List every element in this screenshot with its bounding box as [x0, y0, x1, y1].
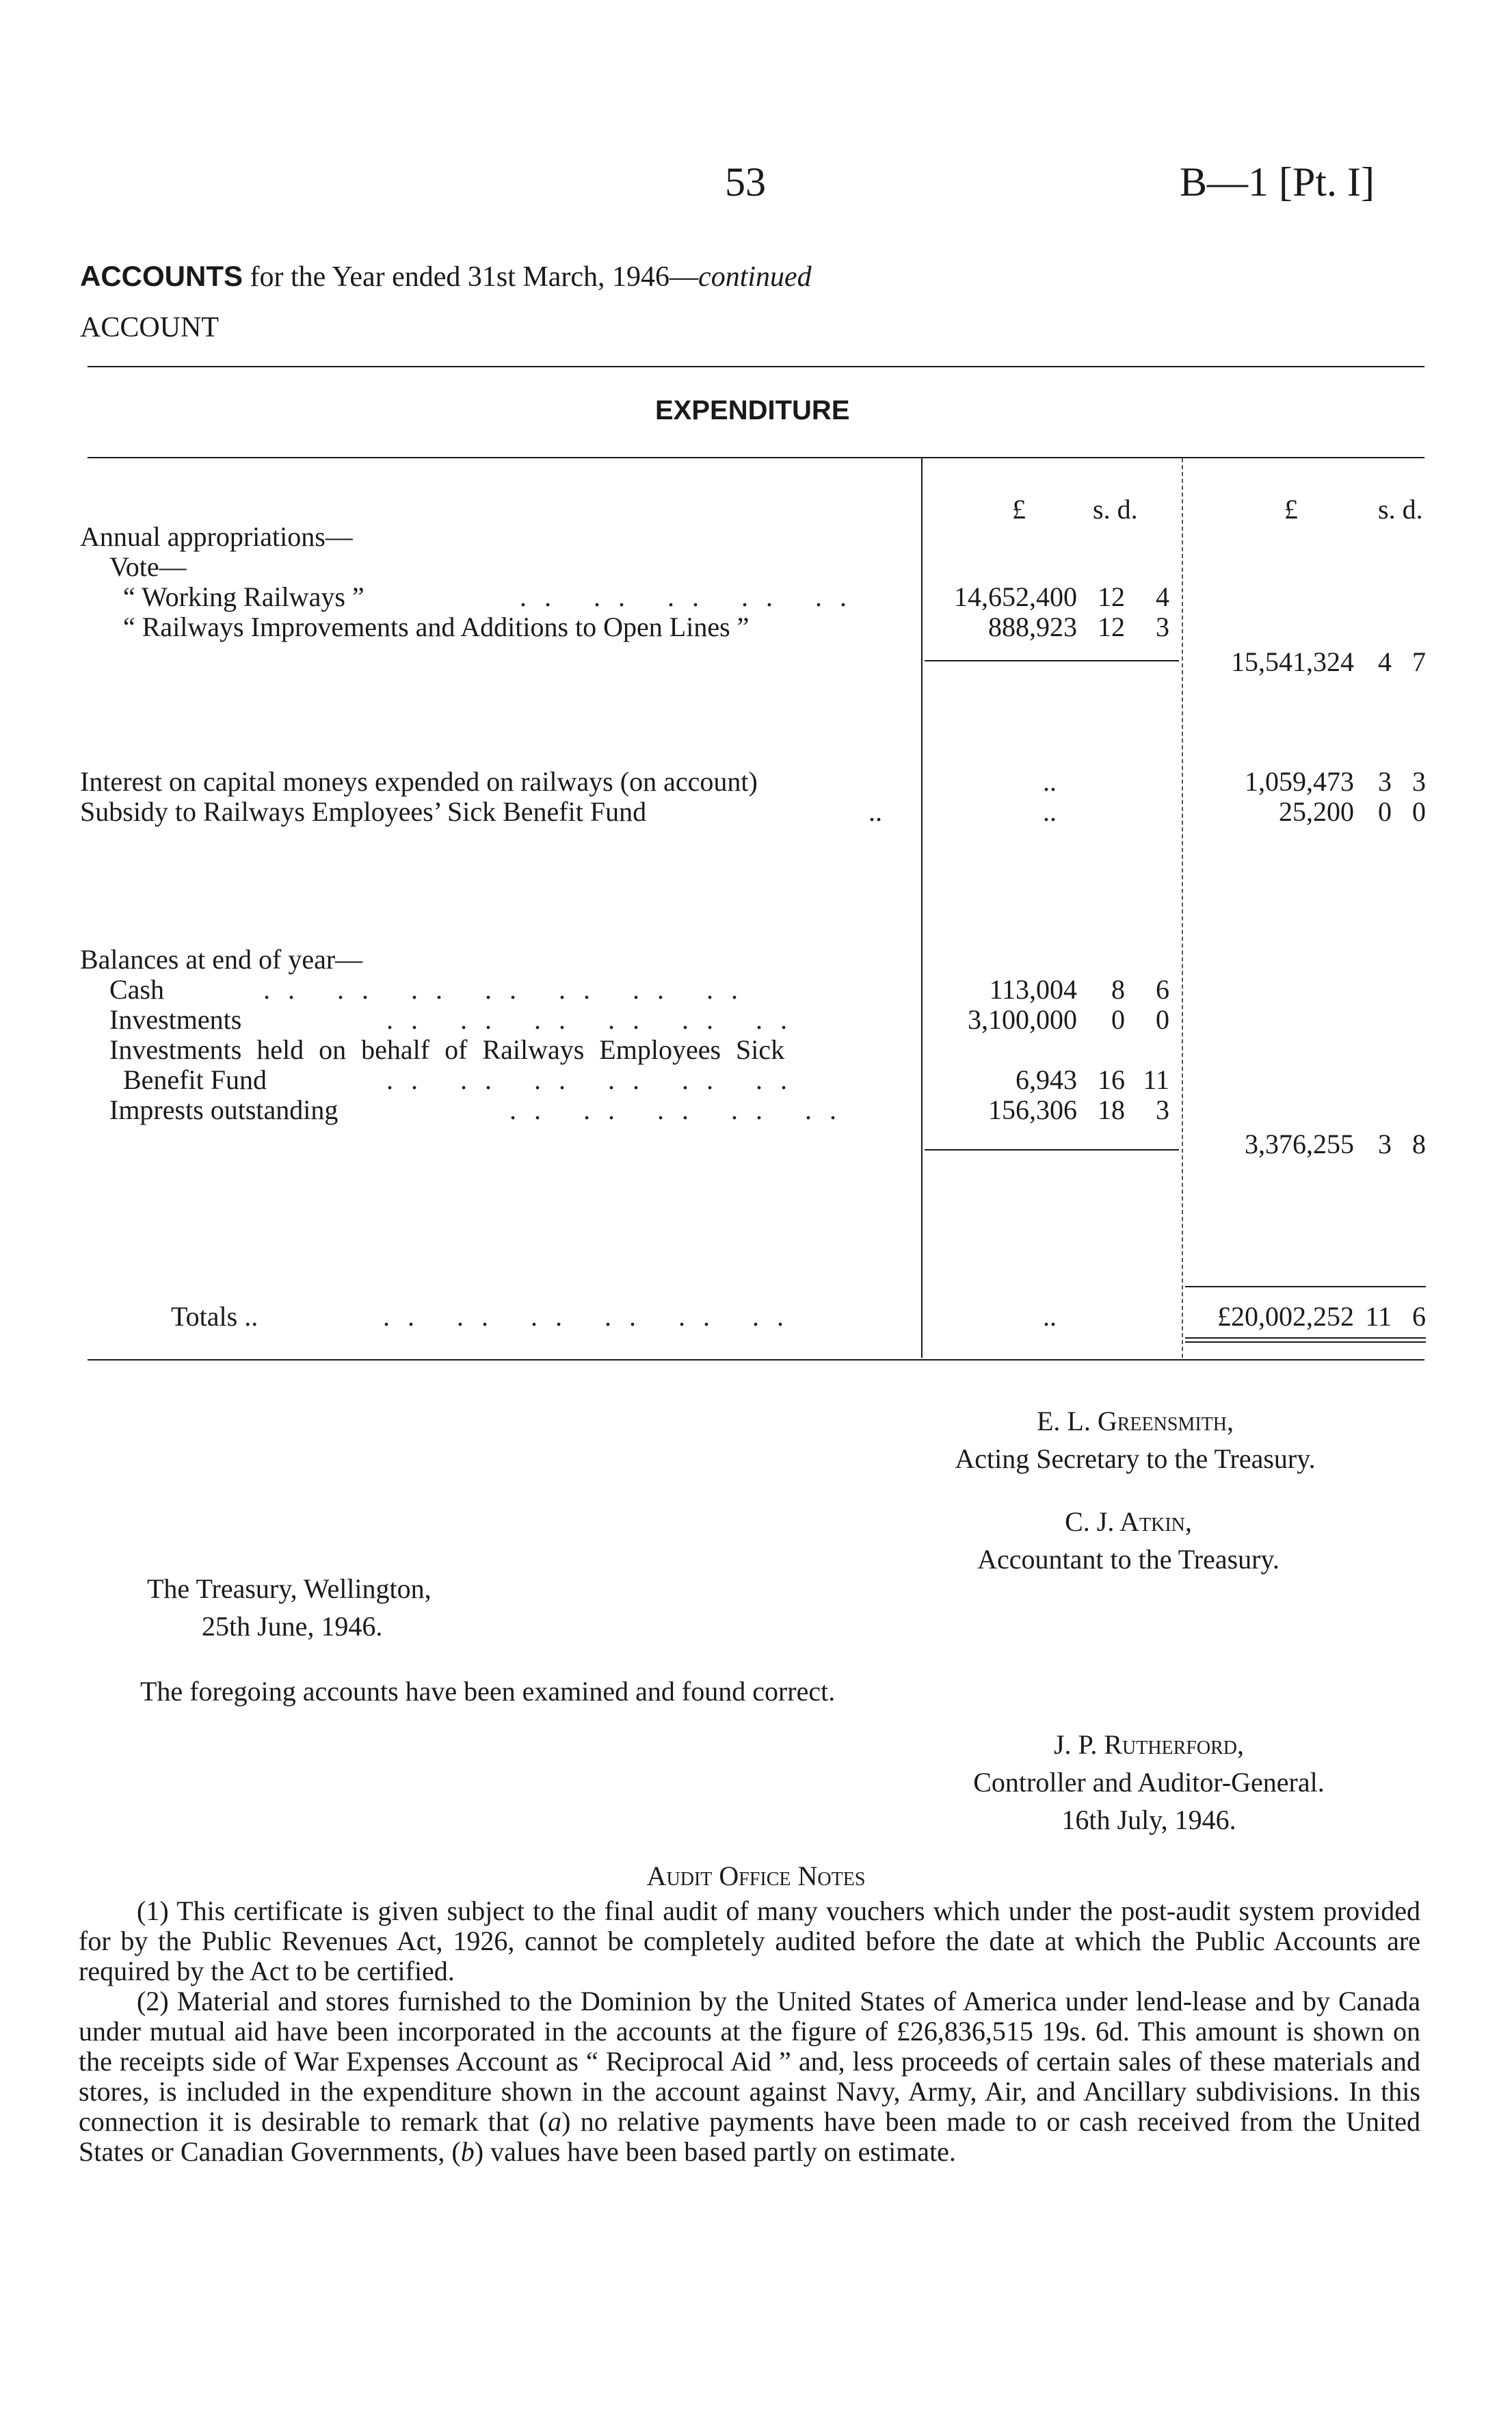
subsidy-label: Subsidy to Railways Employees’ Sick Benefit Fund .. [80, 796, 882, 827]
investments-held-pence: 11 [1143, 1064, 1169, 1095]
title-continued: continued [698, 261, 812, 293]
atkin-title: Accountant to the Treasury. [977, 1544, 1279, 1575]
vote-subtotal-rule [925, 660, 1179, 661]
atkin-name: C. J. Atkin, [1065, 1506, 1192, 1537]
investments-pence: 0 [1156, 1004, 1169, 1035]
audit-notes-heading: Audit Office Notes [646, 1861, 866, 1891]
page-title [80, 260, 812, 293]
cash-amount: 113,004 [989, 974, 1077, 1005]
cash-pence: 6 [1156, 974, 1169, 1005]
balances-total-amount: 3,376,255 [1245, 1129, 1354, 1159]
imprests-text: Imprests outstanding [109, 1094, 339, 1125]
totals-lower-rule-2 [1185, 1341, 1426, 1343]
audit-notes [79, 1896, 1420, 2167]
balances-subtotal-rule [925, 1149, 1179, 1151]
vote-total-amount: 15,541,324 [1231, 646, 1354, 677]
interest-amount: 1,059,473 [1245, 766, 1354, 797]
investments-held-label-2: Benefit Fund .. .. .. .. .. .. [123, 1064, 805, 1095]
imprests-shillings: 18 [1098, 1094, 1125, 1125]
greensmith-title: Acting Secretary to the Treasury. [955, 1443, 1316, 1474]
title-rest: for the Year ended 31st March, 1946— [250, 261, 699, 293]
title-bold: ACCOUNTS [80, 260, 243, 292]
examined-statement: The foregoing accounts have been examined and found correct. [140, 1676, 836, 1707]
working-railways-text: “ Working Railways ” [123, 581, 364, 612]
interest-pence: 3 [1412, 766, 1426, 797]
investments-held-amount: 6,943 [1016, 1064, 1077, 1095]
cash-shillings: 8 [1111, 974, 1125, 1005]
top-rule [88, 366, 1424, 367]
investments-shillings: 0 [1111, 1004, 1125, 1035]
treasury-date: 25th June, 1946. [202, 1611, 383, 1642]
col2-sd-header: s. d. [1378, 494, 1423, 525]
totals-label: Totals .. .. .. .. .. .. .. [171, 1301, 801, 1332]
totals-shillings: 11 [1365, 1301, 1392, 1332]
imprests-pence: 3 [1156, 1094, 1169, 1125]
rutherford-title: Controller and Auditor-General. [973, 1767, 1325, 1798]
heading-rule [88, 457, 1424, 458]
column-divider-1 [921, 458, 923, 1358]
audit-note-2: (2) Material and stores furnished to the Dominion by the United States of America under lend-lease and by Canada under mutual aid have been incorporated in the accounts at the figure of £26,836,515 19s. 6d. This amount is shown on the receipts side of War Expenses Account as “ Reciprocal Aid ” and, less proceeds of certain sales of these materials and stores, is included in the expenditure shown in the account against Navy, Army, Air, and Ancillary subdivisions. In this connection it is desirable to remark that (a) no relative payments have been made to or cash received from the United States or Canadian Governments, (b) values have been based partly on estimate. [79, 1986, 1420, 2167]
col1-sd-header: s. d. [1093, 494, 1138, 525]
greensmith-name: E. L. Greensmith, [1037, 1406, 1234, 1436]
audit-note-1: (1) This certificate is given subject to the final audit of many vouchers which under the post-audit system provided for by the Public Revenues Act, 1926, cannot be completely audited before the date at which the Public Accounts are required by the Act to be certified. [79, 1895, 1420, 1986]
reference-text: B—1 [Pt. I] [1180, 159, 1375, 205]
treasury-place: The Treasury, Wellington, [147, 1573, 432, 1604]
balances-total-shillings: 3 [1378, 1129, 1392, 1159]
section-heading: EXPENDITURE [655, 395, 850, 425]
working-railways-pence: 4 [1156, 581, 1169, 612]
working-railways-amount: 14,652,400 [954, 581, 1077, 612]
subsidy-text: Subsidy to Railways Employees’ Sick Benefit Fund [80, 796, 647, 827]
totals-text: Totals .. [171, 1301, 258, 1332]
balances-label: Balances at end of year— [80, 944, 363, 975]
imprests-amount: 156,306 [988, 1094, 1077, 1125]
improvements-shillings: 12 [1098, 612, 1125, 642]
column-divider-2 [1182, 458, 1183, 1358]
improvements-pence: 3 [1156, 612, 1169, 642]
improvements-amount: 888,923 [988, 612, 1077, 642]
investments-held-label-1: Investments held on behalf of Railways Employees Sick [109, 1034, 785, 1065]
imprests-label: Imprests outstanding .. .. .. .. .. [109, 1094, 854, 1125]
working-railways-label: “ Working Railways ” .. .. .. .. .. [123, 581, 864, 612]
account-subtitle: ACCOUNT [80, 312, 220, 343]
rutherford-date: 16th July, 1946. [1061, 1804, 1236, 1835]
interest-shillings: 3 [1378, 766, 1392, 797]
interest-col1: .. [1043, 766, 1057, 797]
investments-amount: 3,100,000 [968, 1004, 1077, 1035]
page-number: 53 [725, 159, 766, 205]
document-reference [1180, 159, 1375, 206]
totals-amount: £20,002,252 [1217, 1301, 1354, 1332]
improvements-label: “ Railways Improvements and Additions to Open Lines ” [123, 612, 750, 642]
annual-appropriations-label: Annual appropriations— [80, 521, 353, 552]
col2-pounds-header: £ [1284, 494, 1298, 525]
vote-total-shillings: 4 [1378, 646, 1392, 677]
cash-label: Cash .. .. .. .. .. .. .. [109, 974, 756, 1005]
subsidy-pence: 0 [1412, 796, 1426, 827]
totals-lower-rule-1 [1185, 1337, 1426, 1339]
table-bottom-rule [88, 1359, 1424, 1361]
balances-total-pence: 8 [1412, 1129, 1426, 1159]
investments-held-shillings: 16 [1098, 1064, 1125, 1095]
totals-pence: 6 [1412, 1301, 1426, 1332]
rutherford-name: J. P. Rutherford, [1053, 1729, 1245, 1760]
investments-label: Investments .. .. .. .. .. .. [109, 1004, 805, 1035]
totals-col1: .. [1043, 1301, 1057, 1332]
cash-text: Cash [109, 974, 164, 1005]
investments-held-text-2: Benefit Fund [123, 1064, 267, 1095]
col1-pounds-header: £ [1012, 494, 1026, 525]
interest-label: Interest on capital moneys expended on railways (on account) [80, 766, 758, 797]
subsidy-col1: .. [1043, 796, 1057, 827]
vote-total-pence: 7 [1412, 646, 1426, 677]
investments-text: Investments [109, 1004, 242, 1035]
subsidy-amount: 25,200 [1279, 796, 1354, 827]
totals-upper-rule [1185, 1286, 1426, 1287]
subsidy-shillings: 0 [1378, 796, 1392, 827]
vote-label: Vote— [109, 551, 187, 582]
working-railways-shillings: 12 [1098, 581, 1125, 612]
